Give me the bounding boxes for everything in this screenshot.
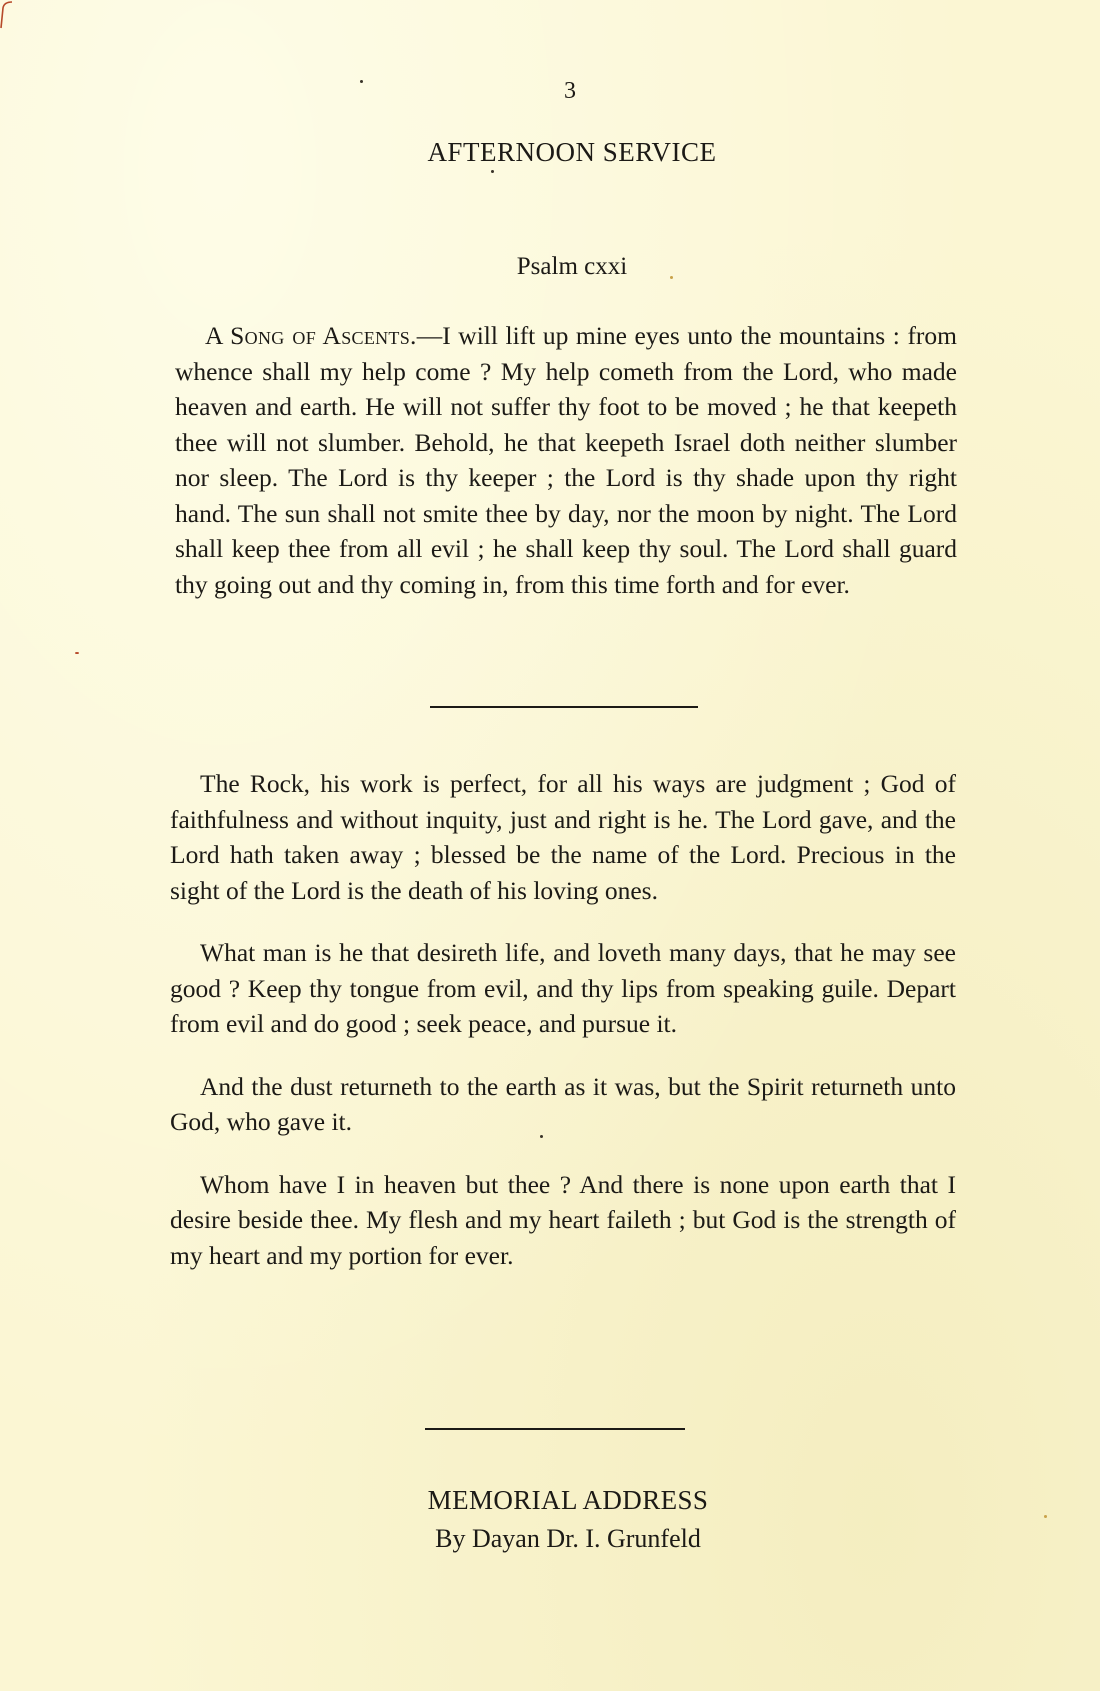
paper-speck xyxy=(491,170,494,173)
paper-speck xyxy=(540,1135,543,1138)
service-title: AFTERNOON SERVICE xyxy=(427,137,717,167)
verses-block xyxy=(170,766,956,1300)
psalm-paragraph xyxy=(175,318,957,602)
psalm-body: —I will lift up mine eyes unto the mountains : from whence shall my help come ? My help cometh from the Lord, who made heaven and earth. He will not suffer thy foot to be moved ; he that keepeth thee will not slumber. Behold, he that keepeth Israel doth neither slumber nor sleep. The Lord is thy keeper ; the Lord is thy shade upon thy right hand. The sun shall not smite thee by day, nor the moon by night. The Lord shall keep thee from all evil ; he shall keep thy soul. The Lord shall guard thy going out and thy coming in, from this time forth and for ever. xyxy=(175,321,958,599)
section-divider xyxy=(430,706,698,708)
psalm-lead: A Song of Ascents. xyxy=(205,321,417,350)
paper-speck xyxy=(670,276,673,279)
page-number: 3 xyxy=(564,78,576,104)
verse-paragraph: And the dust returneth to the earth as it was, but the Spirit returneth unto God, who gave it. xyxy=(170,1071,956,1136)
verse-paragraph: The Rock, his work is perfect, for all his ways are judgment ; God of faithfulness and without inquity, just and right is he. The Lord gave, and the Lord hath taken away ; blessed be the name of the Lord. Precious in the sight of the Lord is the death of his loving ones. xyxy=(170,769,956,905)
verse-paragraph: Whom have I in heaven but thee ? And there is none upon earth that I desire beside thee. My flesh and my heart faileth ; but God is the strength of my heart and my portion for ever. xyxy=(170,1169,956,1270)
paper-speck xyxy=(360,80,363,83)
corner-fold-mark xyxy=(0,0,14,30)
paper-speck xyxy=(75,652,79,654)
section-divider xyxy=(425,1428,685,1430)
psalm-text-block xyxy=(175,318,957,602)
address-title: MEMORIAL ADDRESS xyxy=(427,1485,709,1515)
psalm-title: Psalm cxxi xyxy=(516,253,628,280)
paper-speck xyxy=(1044,1515,1047,1518)
address-byline: By Dayan Dr. I. Grunfeld xyxy=(435,1524,701,1553)
verse-paragraph: What man is he that desireth life, and loveth many days, that he may see good ? Keep thy tongue from evil, and thy lips from speaking guile. Depart from evil and do good ; seek peace, and pursue it. xyxy=(170,938,956,1038)
